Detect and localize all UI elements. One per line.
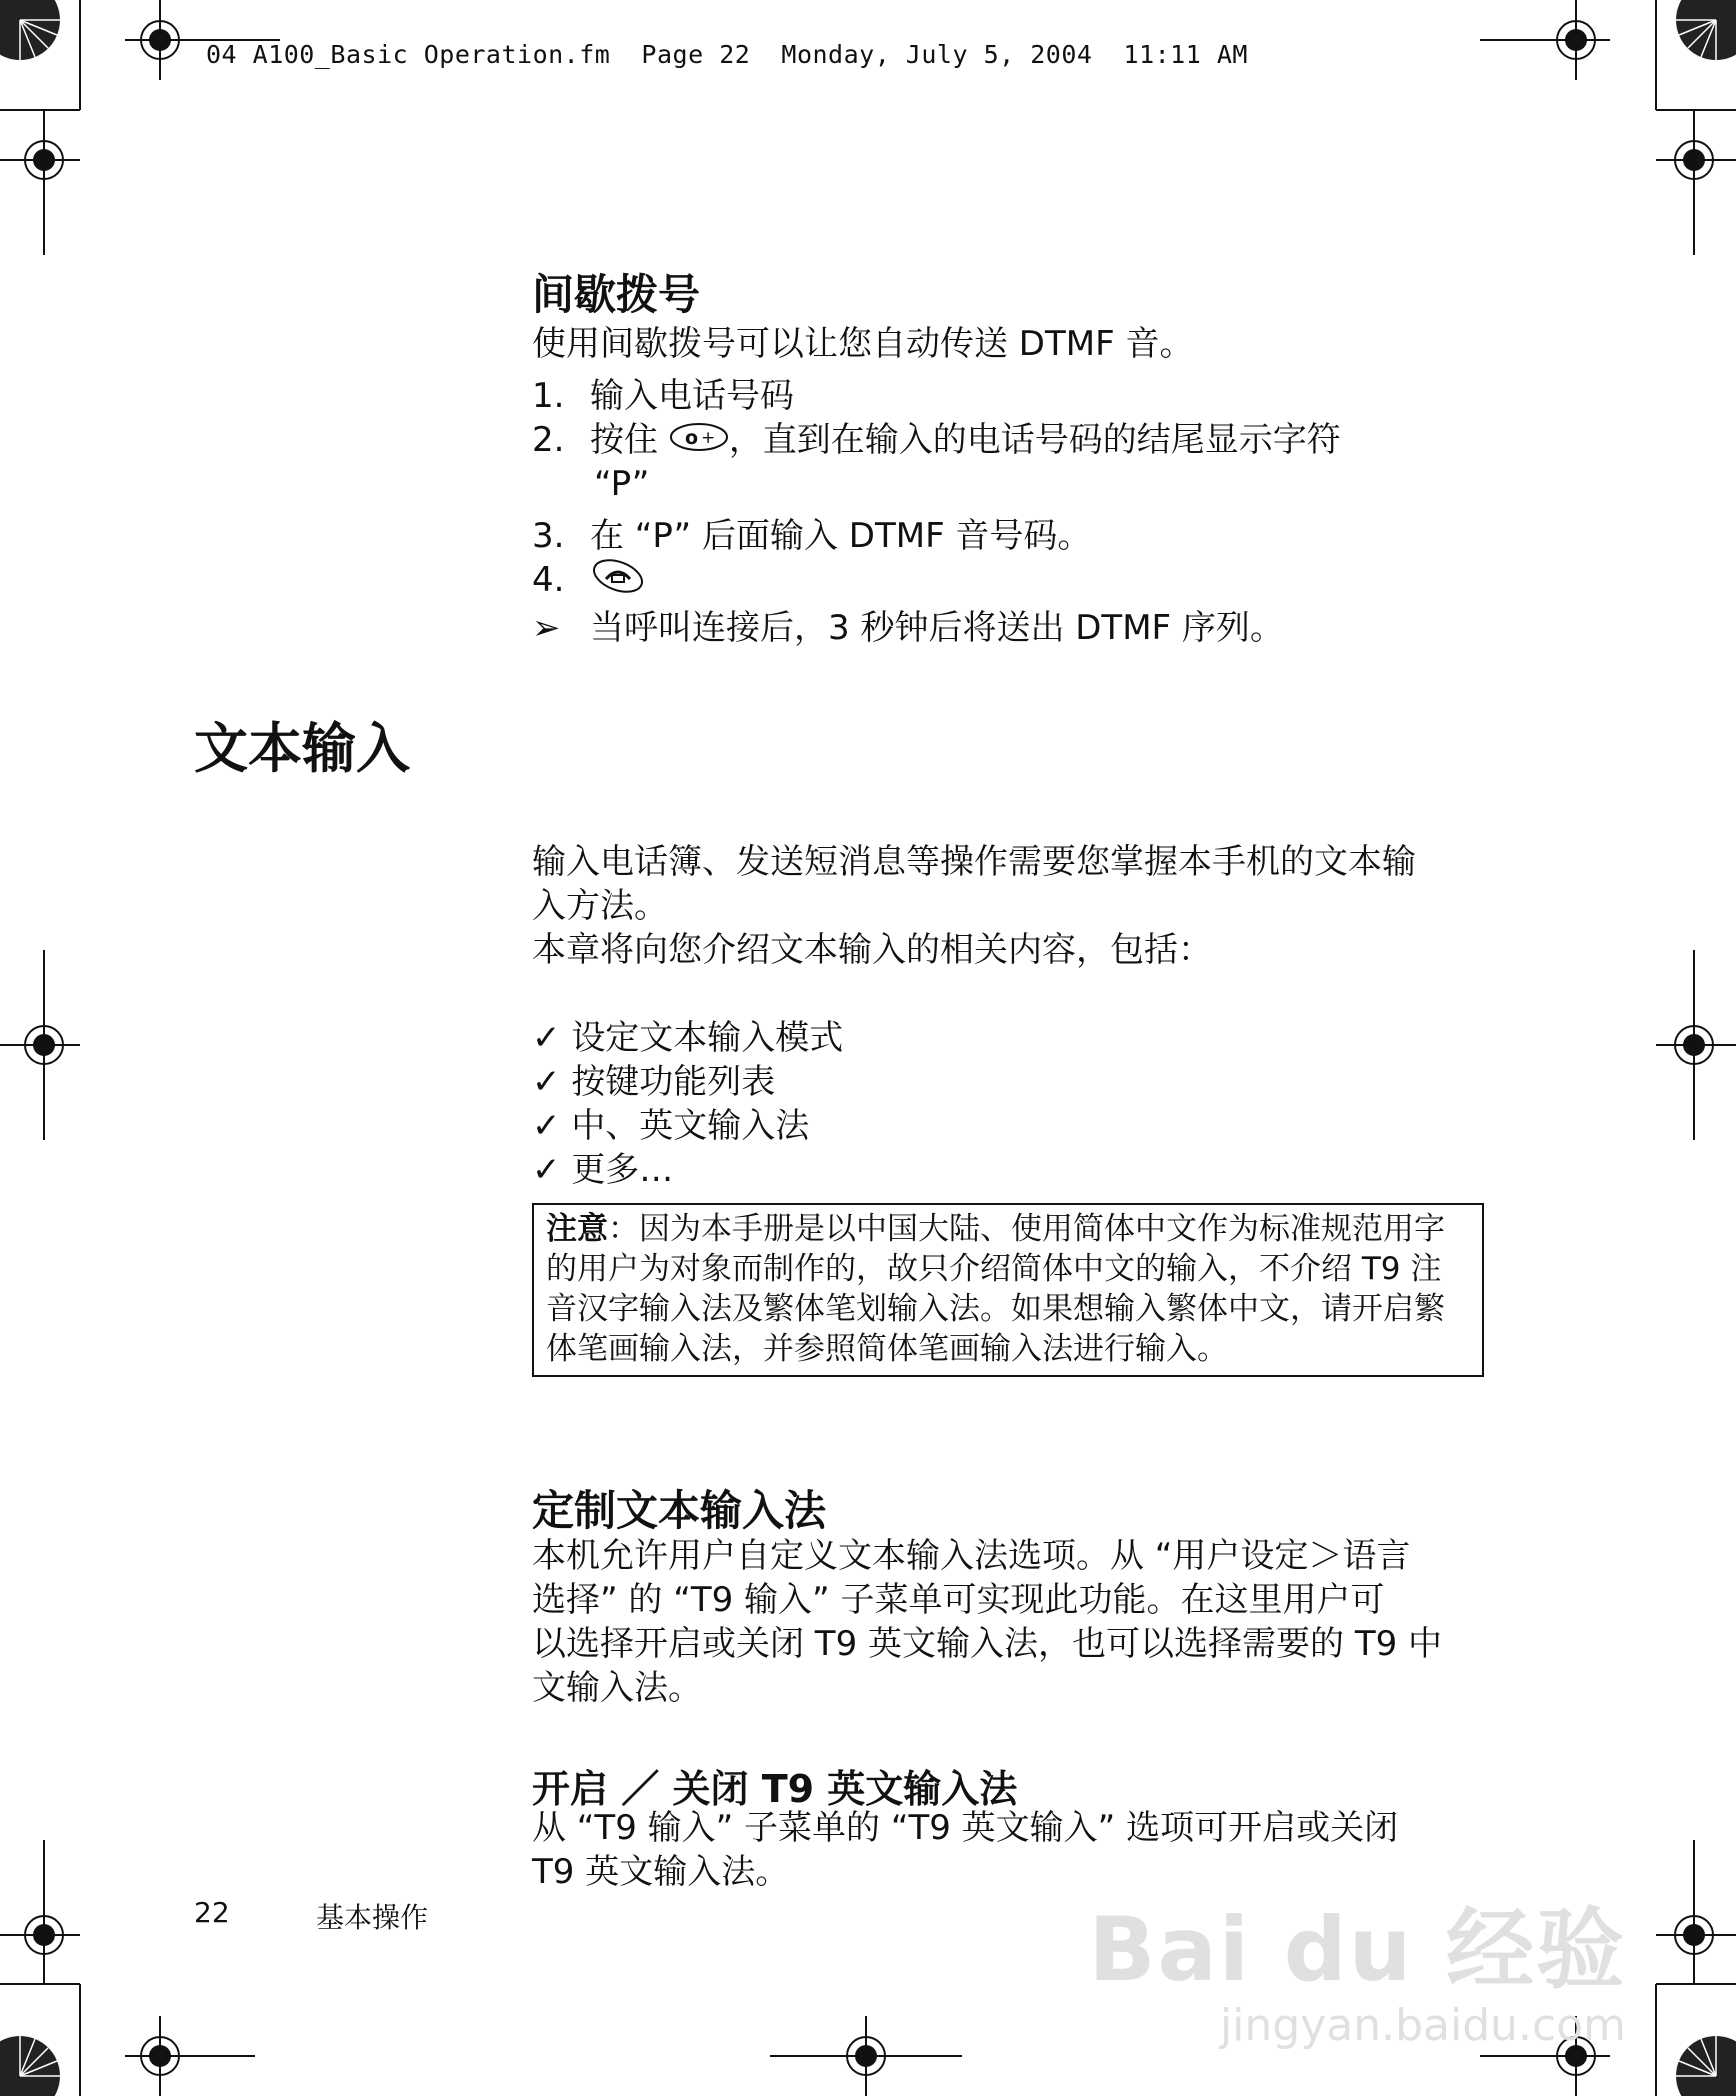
note-box — [532, 1203, 1484, 1377]
step-4 — [532, 558, 646, 604]
call-send-key-icon — [590, 559, 646, 604]
step-number: 2. — [532, 420, 565, 460]
note-label: 注意 — [546, 1211, 608, 1247]
section-title-customize: 定制文本输入法 — [532, 1486, 827, 1535]
checklist-item: ✓ 按键功能列表 — [532, 1062, 776, 1102]
checklist-item: ✓ 更多… — [532, 1150, 674, 1190]
step-number: 1. — [532, 376, 565, 416]
svg-text:o: o — [684, 426, 698, 449]
customize-line: 选择” 的 “T9 输入” 子菜单可实现此功能。在这里用户可 — [532, 1580, 1385, 1620]
step-2: 2. 按住 o + ，直到在输入的电话号码的结尾显示字符 — [532, 418, 1341, 464]
step-3 — [532, 514, 1091, 558]
zero-plus-key-icon — [669, 420, 729, 464]
step-text: ，直到在输入的电话号码的结尾显示字符 — [728, 420, 1341, 460]
baidu-watermark — [1088, 1880, 1626, 2051]
check-icon: ✓ — [532, 1150, 561, 1190]
step-1 — [532, 374, 794, 418]
step-text: 在 “P” 后面输入 DTMF 音号码。 — [590, 516, 1092, 556]
result-text: 当呼叫连接后，3 秒钟后将送出 DTMF 序列。 — [590, 608, 1284, 648]
watermark-brand: Bai du 经验 — [1088, 1898, 1626, 2001]
result-note — [532, 606, 1284, 650]
t9-toggle-line: T9 英文输入法。 — [532, 1852, 790, 1892]
t9-toggle-line: 从 “T9 输入” 子菜单的 “T9 英文输入” 选项可开启或关闭 — [532, 1808, 1399, 1848]
customize-line: 以选择开启或关闭 T9 英文输入法，也可以选择需要的 T9 中 — [532, 1624, 1443, 1664]
customize-line: 文输入法。 — [532, 1668, 702, 1708]
step-number: 4. — [532, 560, 565, 600]
note-line: 的用户为对象而制作的，故只介绍简体中文的输入，不介绍 T9 注 — [546, 1251, 1442, 1287]
watermark-url: jingyan.baidu.com — [1219, 2000, 1626, 2051]
step-text: 输入电话号码 — [590, 376, 794, 416]
checklist-item: ✓ 中、英文输入法 — [532, 1106, 810, 1146]
note-line: 体笔画输入法，并参照简体笔画输入法进行输入。 — [546, 1331, 1228, 1367]
checklist-item: ✓ 设定文本输入模式 — [532, 1018, 844, 1058]
pause-dialing-intro: 使用间歇拨号可以让您自动传送 DTMF 音。 — [532, 324, 1194, 364]
chapter-title-text-input: 文本输入 — [194, 717, 410, 780]
arrow-icon: ➢ — [532, 608, 561, 648]
svg-text:+: + — [700, 427, 716, 448]
section-title-t9-toggle: 开启 ／ 关闭 T9 英文输入法 — [532, 1767, 1018, 1811]
page-number: 22 — [194, 1896, 230, 1929]
customize-line: 本机允许用户自定义文本输入法选项。从 “用户设定＞语言 — [532, 1536, 1411, 1576]
print-header: 04 A100_Basic Operation.fm Page 22 Monday, July 5, 2004 11:11 AM — [206, 40, 1248, 69]
text-input-intro-1: 输入电话簿、发送短消息等操作需要您掌握本手机的文本输 — [532, 842, 1416, 882]
check-icon: ✓ — [532, 1062, 561, 1102]
note-line: 音汉字输入法及繁体笔划输入法。如果想输入繁体中文，请开启繁 — [546, 1291, 1445, 1327]
footer-section-name: 基本操作 — [316, 1901, 429, 1934]
note-line: 注意：因为本手册是以中国大陆、使用简体中文作为标准规范用字 — [546, 1211, 1445, 1247]
step-number: 3. — [532, 516, 565, 556]
check-icon: ✓ — [532, 1106, 561, 1146]
text-input-intro-2: 入方法。 — [532, 886, 668, 926]
check-icon: ✓ — [532, 1018, 561, 1058]
step-2-continuation: “P” — [594, 464, 650, 504]
text-input-intro-3: 本章将向您介绍文本输入的相关内容，包括： — [532, 930, 1212, 970]
section-title-pause-dialing: 间歇拨号 — [532, 270, 701, 319]
